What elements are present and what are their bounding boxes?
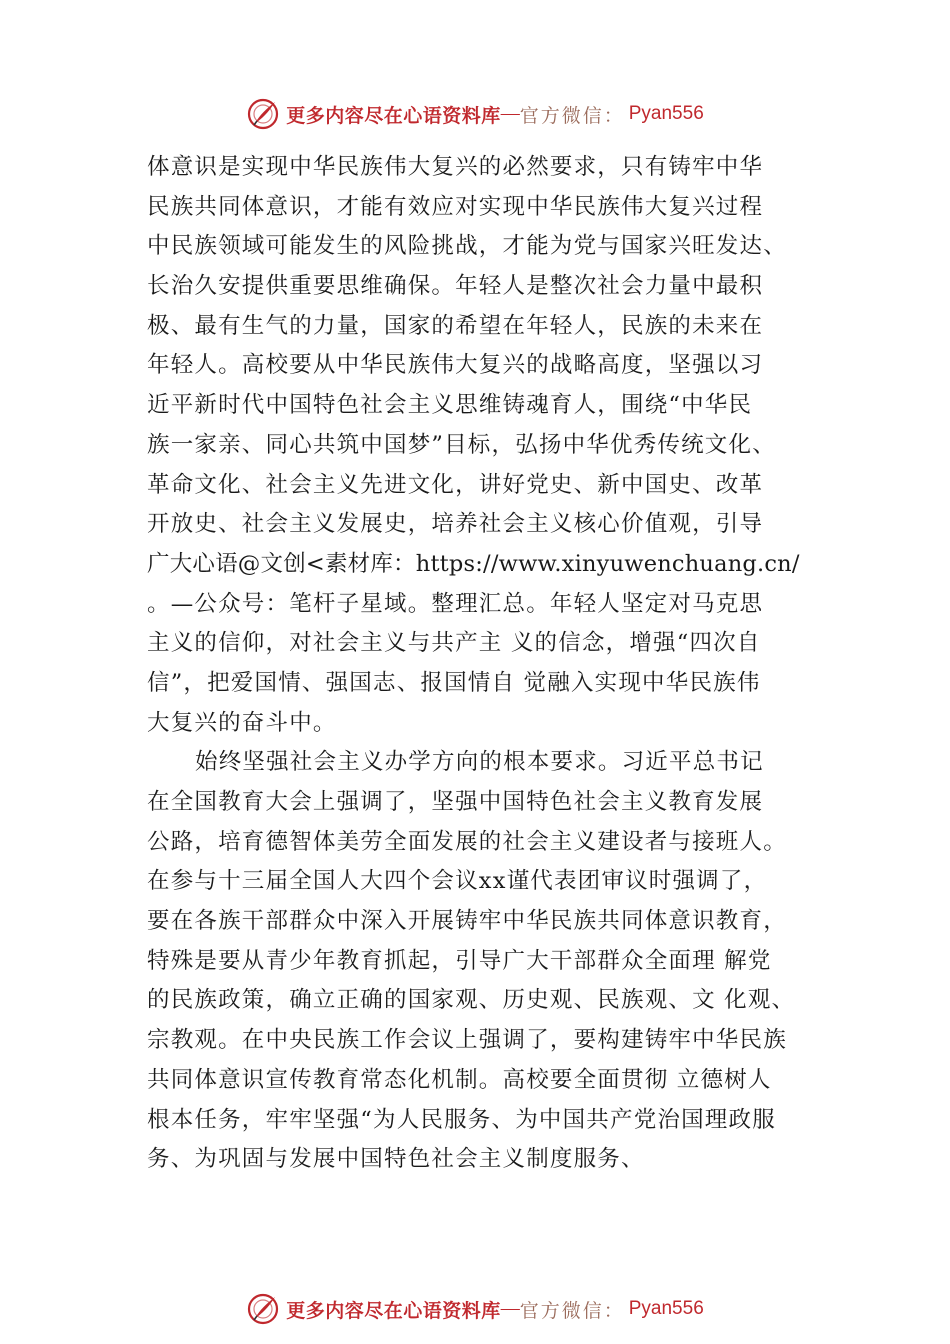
quill-seal-icon xyxy=(246,97,280,131)
text-line: 共同体意识宣传教育常态化机制。高校要全面贯彻 立德树人 xyxy=(147,1066,772,1093)
text-line: 要在各族干部群众中深入开展铸牢中华民族共同体意识教育， xyxy=(147,908,787,935)
text-line: 的民族政策，确立正确的国家观、历史观、民族观、文 化观、 xyxy=(147,987,796,1014)
text-line: 务、为巩固与发展中国特色社会主义制度服务、 xyxy=(147,1146,645,1173)
text-line: 宗教观。在中央民族工作会议上强调了，要构建铸牢中华民族 xyxy=(147,1027,787,1054)
text-line: 根本任务，牢牢坚强“为人民服务、为中国共产党治国理政服 xyxy=(147,1106,776,1133)
paragraph-start-line: 始终坚强社会主义办学方向的根本要求。习近平总书记 xyxy=(195,749,764,776)
text-line: 公路，培育德智体美劳全面发展的社会主义建设者与接班人。 xyxy=(147,828,787,855)
banner-dash: — xyxy=(500,103,520,124)
text-line: 信”，把爱国情、强国志、报国情自 觉融入实现中华民族伟 xyxy=(147,669,761,696)
header-watermark-banner xyxy=(0,94,950,134)
banner-library-text: 更多内容尽在心语资料库 xyxy=(286,1300,501,1322)
text-line: 大复兴的奋斗中。 xyxy=(147,709,337,736)
banner-library-text: 更多内容尽在心语资料库 xyxy=(286,105,501,127)
text-line: 特殊是要从青少年教育抓起，引导广大干部群众全面理 解党 xyxy=(147,947,772,974)
text-line: 族一家亲、同心共筑中国梦”目标，弘扬中华优秀传统文化、 xyxy=(147,431,776,458)
quill-seal-icon xyxy=(246,1292,280,1326)
document-body xyxy=(147,148,847,1180)
text-line: 长治久安提供重要思维确保。年轻人是整次社会力量中最积 xyxy=(147,273,764,300)
text-line: 主义的信仰，对社会主义与共产主 义的信念，增强“四次自 xyxy=(147,630,761,657)
text-line-url: 广大心语@文创<素材库：https://www.xinyuwenchuang.cn/ xyxy=(147,550,800,577)
banner-dash: — xyxy=(500,1298,520,1319)
banner-wechat-label: 官方微信： xyxy=(519,1300,625,1322)
text-line: 中民族领域可能发生的风险挑战，才能为党与国家兴旺发达、 xyxy=(147,233,787,260)
banner-wechat-id: Pyan556 xyxy=(628,103,704,124)
text-line: 近平新时代中国特色社会主义思维铸魂育人，围绕“中华民 xyxy=(147,392,753,419)
text-line: 年轻人。高校要从中华民族伟大复兴的战略高度，坚强以习 xyxy=(147,352,764,379)
text-line: 。—公众号：笔杆子星域。整理汇总。年轻人坚定对马克思 xyxy=(147,590,764,617)
banner-wechat-label: 官方微信： xyxy=(519,105,625,127)
text-line: 民族共同体意识，才能有效应对实现中华民族伟大复兴过程 xyxy=(147,193,764,220)
text-line: 体意识是实现中华民族伟大复兴的必然要求，只有铸牢中华 xyxy=(147,154,764,180)
text-line: 革命文化、社会主义先进文化，讲好党史、新中国史、改革 xyxy=(147,471,764,498)
text-line: 极、最有生气的力量，国家的希望在年轻人，民族的未来在 xyxy=(147,312,764,339)
text-line: 开放史、社会主义发展史，培养社会主义核心价值观，引导 xyxy=(147,511,764,538)
banner-wechat-id: Pyan556 xyxy=(628,1298,704,1319)
footer-watermark-banner xyxy=(0,1289,950,1329)
text-line: 在全国教育大会上强调了，坚强中国特色社会主义教育发展 xyxy=(147,789,764,815)
text-line: 在参与十三届全国人大四个会议xx谨代表团审议时强调了， xyxy=(147,868,768,895)
